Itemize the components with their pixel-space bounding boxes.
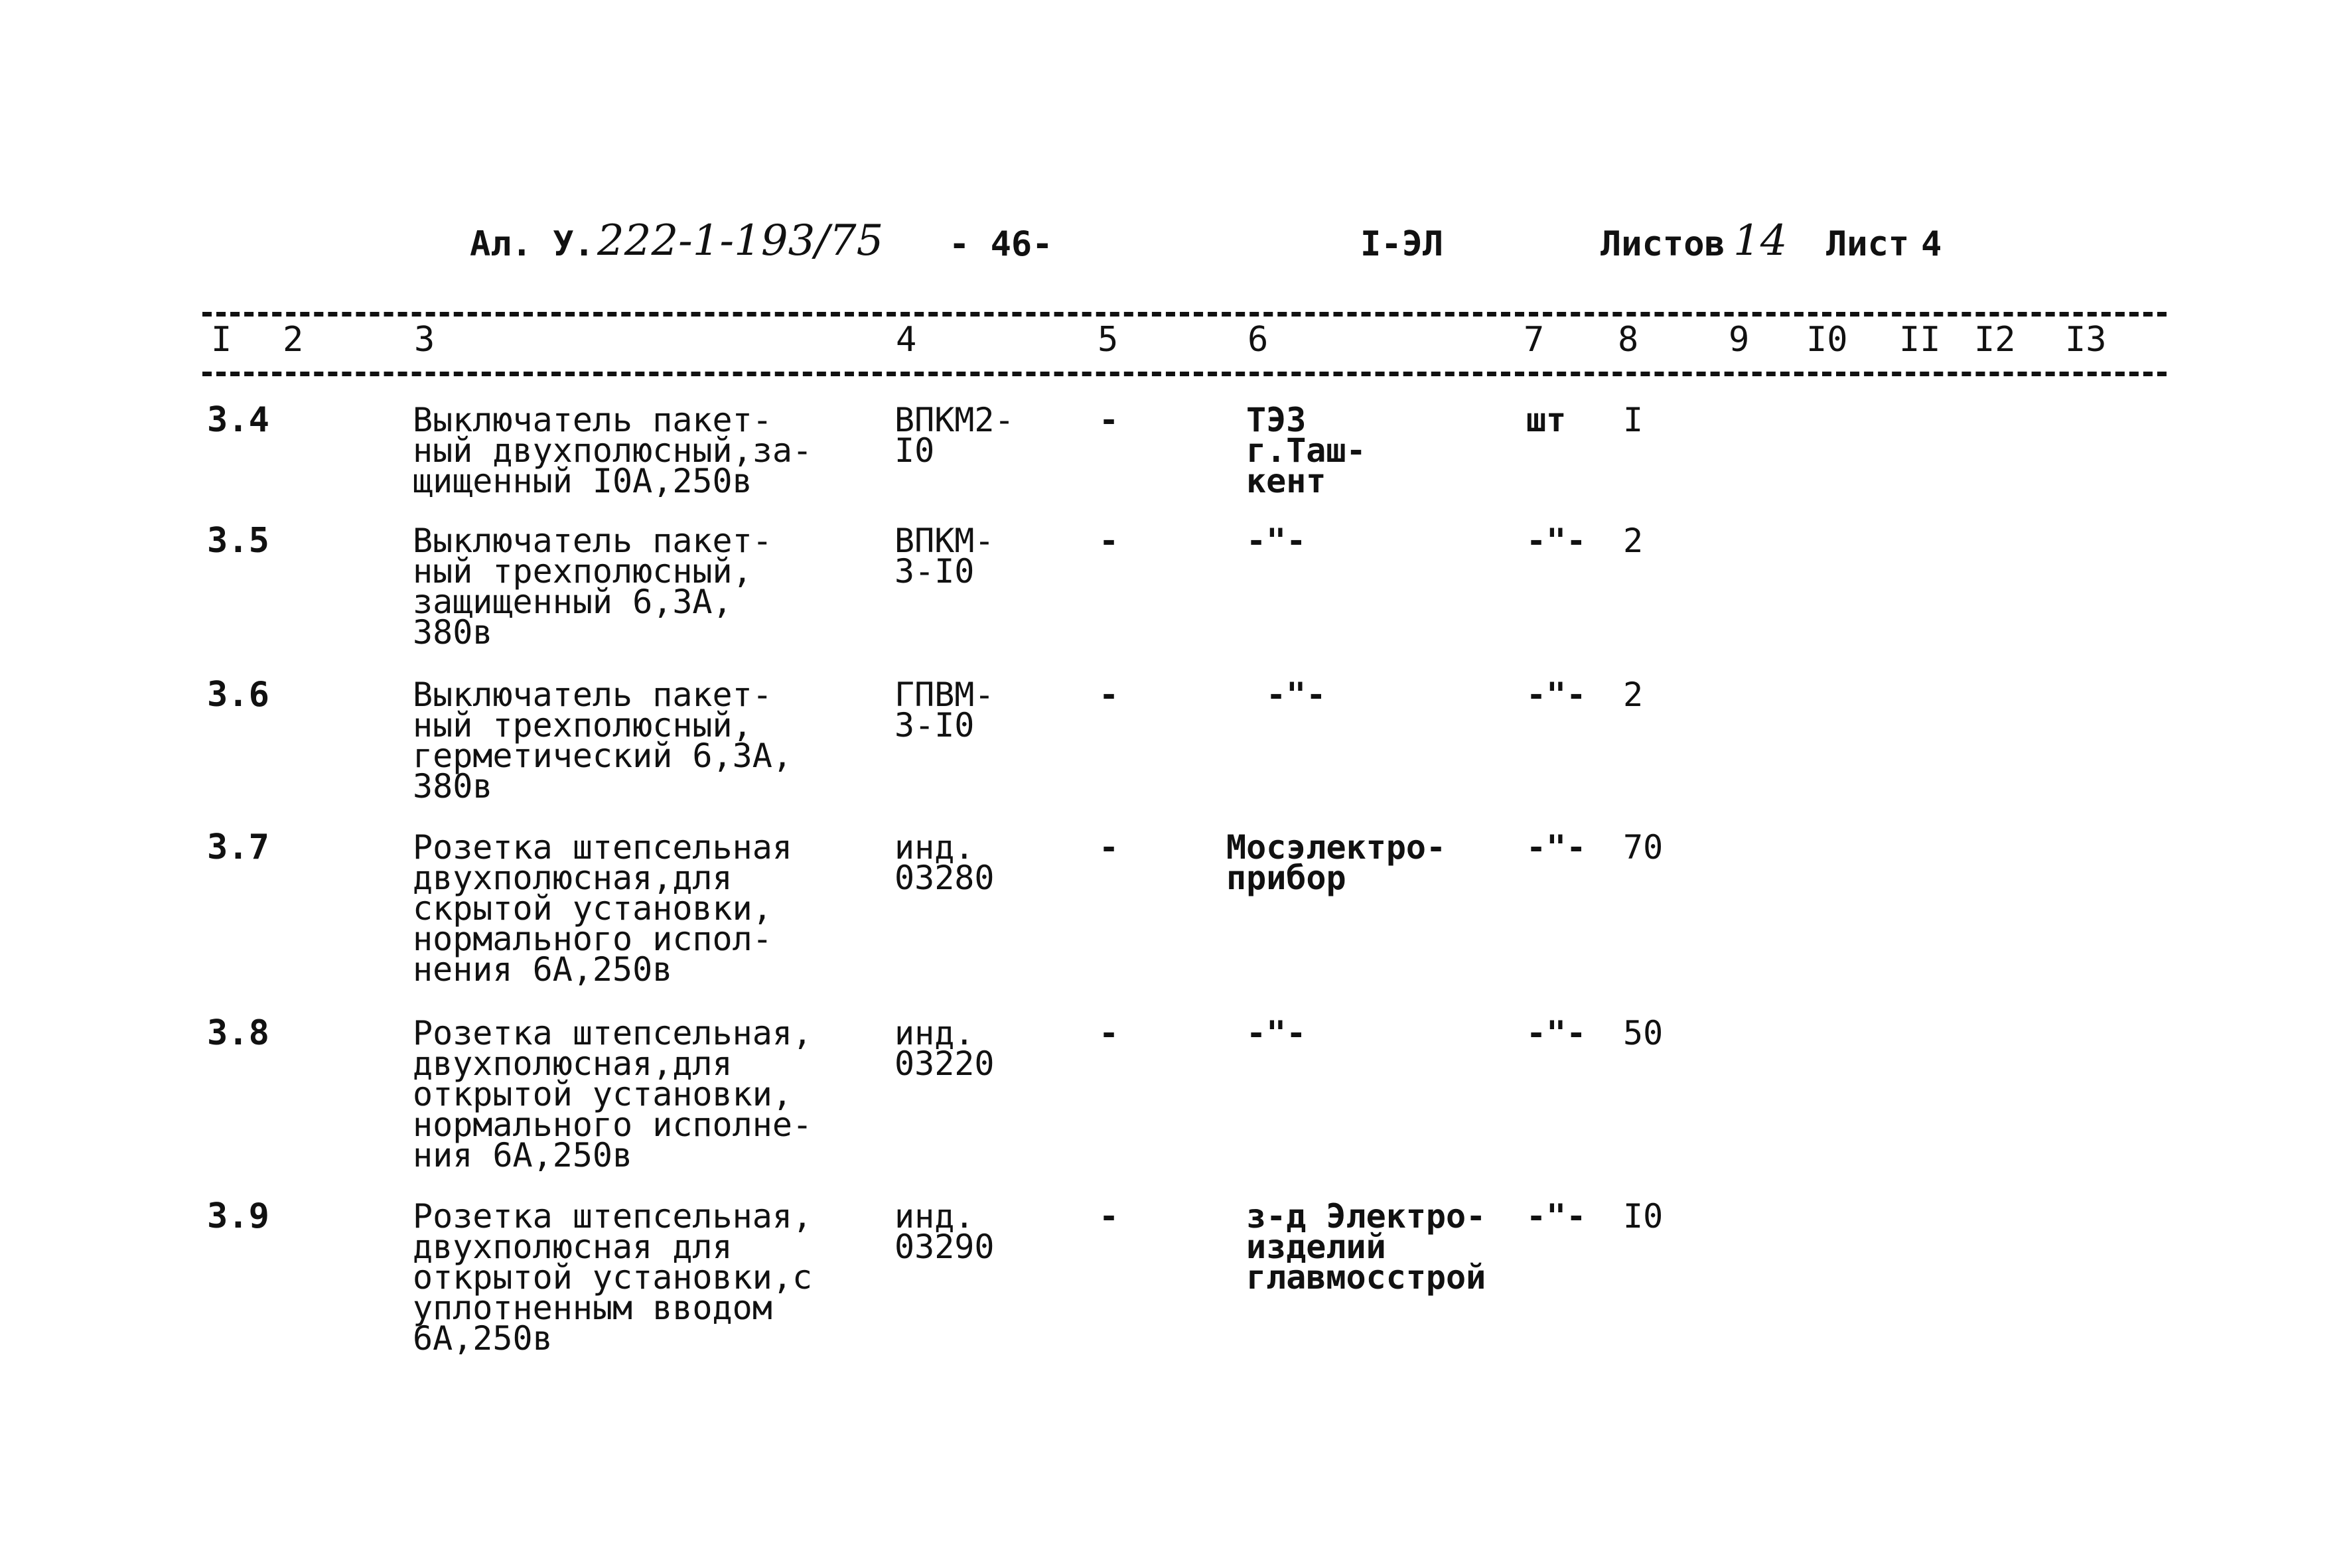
row-col5: - — [1099, 401, 1119, 439]
column-number-11: II — [1899, 320, 1941, 360]
row-name: Выключатель пакет- ный двухполюсный,за- щищенный I0А,250в — [413, 401, 813, 500]
row-name: Выключатель пакет- ный трехполюсный, защищенный 6,3А, 380в — [413, 522, 772, 652]
row-name: Розетка штепсельная, двухполюсная,для открытой установки, нормального исполне- ния 6А,250в — [413, 1014, 813, 1175]
row-code: 3.7 — [207, 827, 269, 867]
album-prefix: Ал. У. — [470, 224, 595, 264]
row-code: 3.9 — [207, 1196, 269, 1236]
row-qty: 2 — [1623, 676, 1644, 714]
row-type: инд. 03290 — [894, 1197, 995, 1266]
row-name: Розетка штепсельная, двухполюсная для открытой установки,с уплотненным вводом 6А,250в — [413, 1197, 813, 1358]
row-qty: I0 — [1623, 1197, 1664, 1236]
row-col5: - — [1099, 1197, 1119, 1236]
row-maker: -"- — [1246, 1014, 1307, 1052]
column-number-12: I2 — [1974, 320, 2016, 360]
column-number-13: I3 — [2065, 320, 2107, 360]
sheet-label: Лист — [1826, 224, 1910, 264]
header-bottom-rule — [202, 372, 2167, 376]
row-maker: -"- — [1266, 676, 1326, 714]
row-unit: шт — [1526, 401, 1567, 439]
column-number-1: I — [211, 320, 232, 360]
row-qty: 2 — [1623, 522, 1644, 560]
page-number: - 46- — [949, 224, 1053, 264]
row-col5: - — [1099, 828, 1119, 867]
album-number: 222-1-193/75 — [597, 216, 884, 265]
column-number-5: 5 — [1098, 320, 1119, 360]
row-qty: 50 — [1623, 1014, 1664, 1052]
row-code: 3.5 — [207, 521, 269, 561]
row-type: ВПКМ2- I0 — [894, 401, 1015, 470]
column-number-4: 4 — [896, 320, 917, 360]
sheet-number: 4 — [1921, 224, 1942, 264]
row-type: ВПКМ- 3-I0 — [894, 522, 995, 591]
section-code: I-ЭЛ — [1360, 224, 1444, 264]
row-qty: 70 — [1623, 828, 1664, 867]
row-unit: -"- — [1526, 828, 1587, 867]
row-qty: I — [1623, 401, 1644, 439]
row-col5: - — [1099, 1014, 1119, 1052]
sheets-total: 14 — [1733, 216, 1788, 265]
row-type: ГПВМ- 3-I0 — [894, 676, 995, 745]
row-code: 3.4 — [207, 400, 269, 440]
row-code: 3.6 — [207, 675, 269, 715]
column-number-9: 9 — [1729, 320, 1750, 360]
row-unit: -"- — [1526, 676, 1587, 714]
column-number-3: 3 — [414, 320, 435, 360]
row-type: инд. 03280 — [894, 828, 995, 897]
column-number-8: 8 — [1618, 320, 1639, 360]
row-maker: ТЭЗ г.Таш- кент — [1246, 401, 1366, 500]
sheets-label: Листов — [1601, 224, 1725, 264]
row-unit: -"- — [1526, 1014, 1587, 1052]
row-col5: - — [1099, 522, 1119, 560]
row-col5: - — [1099, 676, 1119, 714]
row-maker: з-д Электро- изделий главмосстрой — [1246, 1197, 1486, 1297]
column-number-6: 6 — [1247, 320, 1269, 360]
header-top-rule — [202, 312, 2167, 317]
column-number-10: I0 — [1806, 320, 1848, 360]
row-maker: Мосэлектро- прибор — [1226, 828, 1447, 897]
row-maker: -"- — [1246, 522, 1307, 560]
row-name: Выключатель пакет- ный трехполюсный, герметический 6,3А, 380в — [413, 676, 792, 806]
row-unit: -"- — [1526, 522, 1587, 560]
row-code: 3.8 — [207, 1013, 269, 1053]
column-number-2: 2 — [283, 320, 304, 360]
row-unit: -"- — [1526, 1197, 1587, 1236]
column-number-7: 7 — [1524, 320, 1545, 360]
row-name: Розетка штепсельная двухполюсная,для скрытой установки, нормального испол- нения 6А,250в — [413, 828, 792, 989]
row-type: инд. 03220 — [894, 1014, 995, 1083]
